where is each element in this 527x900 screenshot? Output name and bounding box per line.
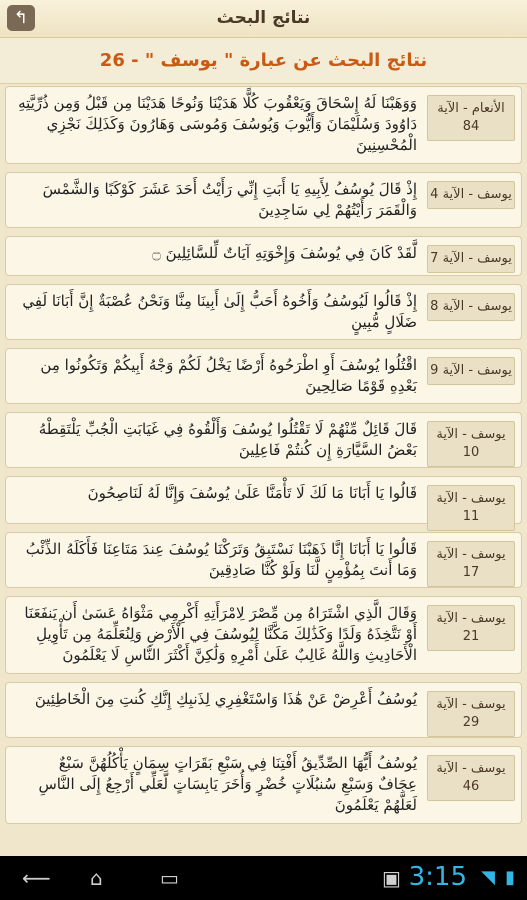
app-title: نتائج البحث — [216, 8, 311, 28]
verse-text: قَالَ قَائِلٌ مِّنْهُمْ لَا تَقْتُلُوا يُوسُفَ وَأَلْقُوهُ فِي غَيَابَتِ الْجُبِّ يَلْتَقِطْهُ بَعْضُ السَّيَّارَةِ إِن كُنتُمْ فَاعِلِينَ — [38, 420, 417, 459]
gallery-icon[interactable]: ▣ — [382, 866, 401, 890]
verse-text: لَّقَدْ كَانَ فِي يُوسُفَ وَإِخْوَتِهِ آيَاتٌ لِّلسَّائِلِينَ ۝ — [152, 244, 417, 262]
verse-text: قَالُوا يَا أَبَانَا مَا لَكَ لَا تَأْمَنَّا عَلَىٰ يُوسُفَ وَإِنَّا لَهُ لَنَاصِحُونَ — [87, 484, 417, 502]
verse-reference: يوسف - الآية 21 — [427, 605, 515, 651]
verse-text: إِذْ قَالَ يُوسُفُ لِأَبِيهِ يَا أَبَتِ إِنِّي رَأَيْتُ أَحَدَ عَشَرَ كَوْكَبًا وَالشَّمْسَ وَالْقَمَرَ رَأَيْتُهُمْ لِي سَاجِدِينَ — [42, 180, 417, 219]
wifi-icon: ◥ — [481, 867, 495, 888]
verse-reference: يوسف - الآية 46 — [427, 755, 515, 801]
verse-text: وَوَهَبْنَا لَهُ إِسْحَاقَ وَيَعْقُوبَ كُلًّا هَدَيْنَا وَنُوحًا هَدَيْنَا مِن قَبْلُ وَمِن ذُرِّيَّتِهِ دَاوُودَ وَسُلَيْمَانَ وَأَيُّوبَ وَيُوسُفَ وَمُوسَى وَهَارُونَ وَكَذَلِكَ نَجْزِي الْمُحْسِنِينَ — [18, 94, 417, 154]
verse-text: وَقَالَ الَّذِي اشْتَرَاهُ مِن مِّصْرَ لِامْرَأَتِهِ أَكْرِمِي مَثْوَاهُ عَسَىٰ أَن يَنفَعَنَا أَوْ نَتَّخِذَهُ وَلَدًا وَكَذَٰلِكَ مَكَّنَّا لِيُوسُفَ فِي الْأَرْضِ وَلِنُعَلِّمَهُ مِن تَأْوِيلِ الْأَحَادِيثِ وَاللَّهُ غَالِبٌ عَلَىٰ أَمْرِهِ وَلَٰكِنَّ أَكْثَرَ النَّاسِ لَا يَعْلَمُونَ — [24, 604, 417, 664]
verse-reference: يوسف - الآية 17 — [427, 541, 515, 587]
verse-reference: يوسف - الآية 29 — [427, 691, 515, 737]
verse-reference: يوسف - الآية 4 — [427, 181, 515, 209]
app-bar — [0, 0, 527, 38]
verse-text: يُوسُفُ أَيُّهَا الصِّدِّيقُ أَفْتِنَا فِي سَبْعِ بَقَرَاتٍ سِمَانٍ يَأْكُلُهُنَّ سَبْعٌ عِجَافٌ وَسَبْعِ سُنبُلَاتٍ خُضْرٍ وَأُخَرَ يَابِسَاتٍ لَّعَلِّي أَرْجِعُ إِلَى النَّاسِ لَعَلَّهُمْ يَعْلَمُونَ — [38, 754, 417, 814]
nav-home-icon[interactable]: ⌂ — [90, 866, 103, 890]
results-list[interactable] — [0, 86, 527, 856]
verse-reference: يوسف - الآية 7 — [427, 245, 515, 273]
result-card[interactable] — [5, 86, 522, 164]
nav-back-icon[interactable]: ⟵ — [22, 866, 51, 890]
verse-text: إِذْ قَالُوا لَيُوسُفُ وَأَخُوهُ أَحَبُّ إِلَىٰ أَبِينَا مِنَّا وَنَحْنُ عُصْبَةٌ إِنَّ أَبَانَا لَفِي ضَلَالٍ مُّبِينٍ — [22, 292, 417, 331]
system-nav-bar — [0, 856, 527, 900]
battery-icon: ▮ — [505, 867, 515, 888]
result-card[interactable] — [5, 596, 522, 674]
verse-reference: يوسف - الآية 11 — [427, 485, 515, 531]
verse-reference: الأنعام - الآية 84 — [427, 95, 515, 141]
verse-reference: يوسف - الآية 10 — [427, 421, 515, 467]
status-clock: 3:15 — [408, 862, 467, 892]
results-heading: نتائج البحث عن عبارة " يوسف " - 26 — [0, 38, 527, 84]
result-card[interactable] — [5, 532, 522, 588]
result-card[interactable] — [5, 476, 522, 524]
back-arrow-icon[interactable]: ↰ — [7, 5, 35, 31]
verse-reference: يوسف - الآية 8 — [427, 293, 515, 321]
nav-recents-icon[interactable]: ▭ — [160, 866, 179, 890]
result-card[interactable] — [5, 236, 522, 276]
verse-text: اقْتُلُوا يُوسُفَ أَوِ اطْرَحُوهُ أَرْضًا يَخْلُ لَكُمْ وَجْهُ أَبِيكُمْ وَتَكُونُوا مِن بَعْدِهِ قَوْمًا صَالِحِينَ — [40, 356, 417, 395]
result-card[interactable] — [5, 172, 522, 228]
result-card[interactable] — [5, 682, 522, 738]
verse-reference: يوسف - الآية 9 — [427, 357, 515, 385]
result-card[interactable] — [5, 284, 522, 340]
result-card[interactable] — [5, 348, 522, 404]
verse-text: يُوسُفُ أَعْرِضْ عَنْ هَٰذَا وَاسْتَغْفِرِي لِذَنبِكِ إِنَّكِ كُنتِ مِنَ الْخَاطِئِينَ — [34, 690, 417, 708]
result-card[interactable] — [5, 412, 522, 468]
verse-text: قَالُوا يَا أَبَانَا إِنَّا ذَهَبْنَا نَسْتَبِقُ وَتَرَكْنَا يُوسُفَ عِندَ مَتَاعِنَا فَأَكَلَهُ الذِّئْبُ وَمَا أَنتَ بِمُؤْمِنٍ لَّنَا وَلَوْ كُنَّا صَادِقِينَ — [25, 540, 417, 579]
result-card[interactable] — [5, 746, 522, 824]
